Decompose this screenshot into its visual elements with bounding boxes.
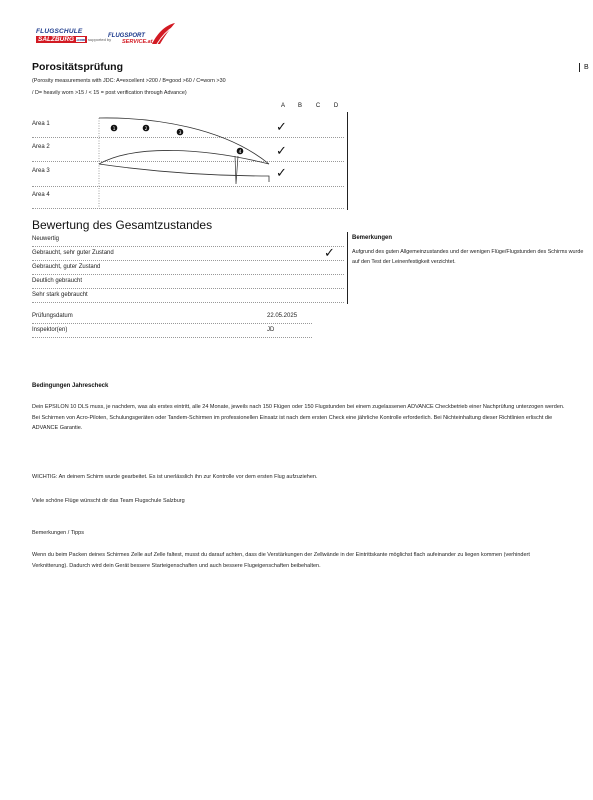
- condition-very-good-label: Gebraucht, sehr guter Zustand: [32, 250, 114, 256]
- column-c-header: C: [315, 103, 321, 109]
- condition-new-separator: [32, 246, 344, 247]
- condition-heavily-used-separator: [32, 302, 344, 303]
- condition-very-good-check: ✓: [324, 245, 335, 260]
- porosity-title: Porositätsprüfung: [32, 61, 123, 73]
- svg-text:4: 4: [238, 150, 242, 155]
- conditions-greeting: Viele schöne Flüge wünscht dir das Team Flugschule Salzburg: [32, 498, 185, 504]
- condition-used-separator: [32, 288, 344, 289]
- area-2-label: Area 2: [32, 144, 50, 150]
- svg-text:3: 3: [178, 131, 182, 136]
- inspector-separator: [32, 337, 312, 338]
- inspector-label: Inspektor(en): [32, 327, 68, 333]
- partner-line-1: FLUGSPORT: [108, 33, 145, 39]
- supported-by-text: supported by: [88, 37, 112, 42]
- condition-very-good-separator: [32, 260, 344, 261]
- tips-paragraph: Wenn du beim Packen deines Schirmes Zelle auf Zelle faltest, musst du darauf achten, dass die Verstärkungen der Zellwände in der Eintrittskante möglichst flach aufeinander zu liegen kommen (verhindert Verknitterung). Dadurch wird dein Gerät bessere Starteigenschaften und auch bessere Flugeigenschaften beibehalten.: [32, 552, 530, 569]
- column-d-header: D: [333, 103, 339, 109]
- area-2-check: ✓: [276, 143, 287, 158]
- flugschule-salzburg-logo: [32, 28, 84, 44]
- flugsport-service-logo: [108, 22, 180, 48]
- area-3-check: ✓: [276, 165, 287, 180]
- assessment-title: Bewertung des Gesamtzustandes: [32, 218, 213, 232]
- condition-good-label: Gebraucht, guter Zustand: [32, 264, 101, 270]
- conditions-warning: WICHTIG: An deinem Schirm wurde gearbeitet. Es ist unerlässlich ihn zur Kontrolle vor dem ersten Flug aufzuziehen.: [32, 474, 318, 480]
- marker-1: [111, 125, 118, 132]
- condition-heavily-used-label: Sehr stark gebraucht: [32, 292, 88, 298]
- side-label: B: [579, 63, 589, 72]
- marker-4: [237, 148, 244, 155]
- conditions-title: Bedingungen Jahrescheck: [32, 383, 109, 389]
- assessment-divider: [347, 232, 348, 304]
- porosity-legend-line-1: (Porosity measurements with JDC: A=excellent >200 / B=good >60 / C=worn >30: [32, 78, 226, 84]
- logo-line-1: FLUGSCHULE: [36, 28, 83, 35]
- wing-profile-diagram: [95, 114, 275, 210]
- area-3-label: Area 3: [32, 168, 50, 174]
- inspection-date-value: 22.05.2025: [267, 313, 298, 319]
- svg-text:2: 2: [144, 127, 148, 132]
- area-1-check: ✓: [276, 119, 287, 134]
- svg-text:1: 1: [112, 127, 116, 132]
- inspection-date-label: Prüfungsdatum: [32, 313, 73, 319]
- remarks-title: Bemerkungen: [352, 235, 393, 241]
- column-a-header: A: [280, 103, 285, 109]
- logo-line-2: SALZBURG .com: [38, 36, 86, 43]
- marker-2: [143, 125, 150, 132]
- condition-good-separator: [32, 274, 344, 275]
- remarks-text: Aufgrund des guten Allgemeinzustandes und der wenigen Flüge/Flugstunden des Schirms wurde auf den Test der Leinenfestigkeit verzichtet.: [352, 249, 584, 265]
- partner-line-2: SERVICE.at: [122, 39, 153, 45]
- conditions-paragraph: Dein EPSILON 10 DLS muss, je nachdem, was als erstes eintritt, alle 24 Monate, jeweils nach 150 Flügen oder 150 Flugstunden bei einem zugelassenen ADVANCE Checkbetrieb einer Nachprüfung unterzogen werden. Bei Schirmen von Acro-Piloten, Schulungsgeräten oder Tandem-Schirmen im professionellen Einsatz ist nach dem ersten Check eine jährliche Kontrolle erforderlich. Bei Nichteinhaltung dieser Richtlinien erlischt die ADVANCE Garantie.: [32, 404, 565, 431]
- marker-3: [177, 129, 184, 136]
- porosity-legend-line-2: / D= heavily worn >15 / < 15 = post verification through Advance): [32, 90, 187, 96]
- area-4-label: Area 4: [32, 192, 50, 198]
- condition-new-label: Neuwertig: [32, 236, 60, 242]
- tips-title: Bemerkungen / Tipps: [32, 530, 84, 536]
- inspection-date-separator: [32, 323, 312, 324]
- area-1-label: Area 1: [32, 121, 50, 127]
- inspector-value: JD: [267, 327, 275, 333]
- condition-used-label: Deutlich gebraucht: [32, 278, 83, 284]
- column-b-header: B: [297, 103, 302, 109]
- porosity-divider: [347, 112, 348, 210]
